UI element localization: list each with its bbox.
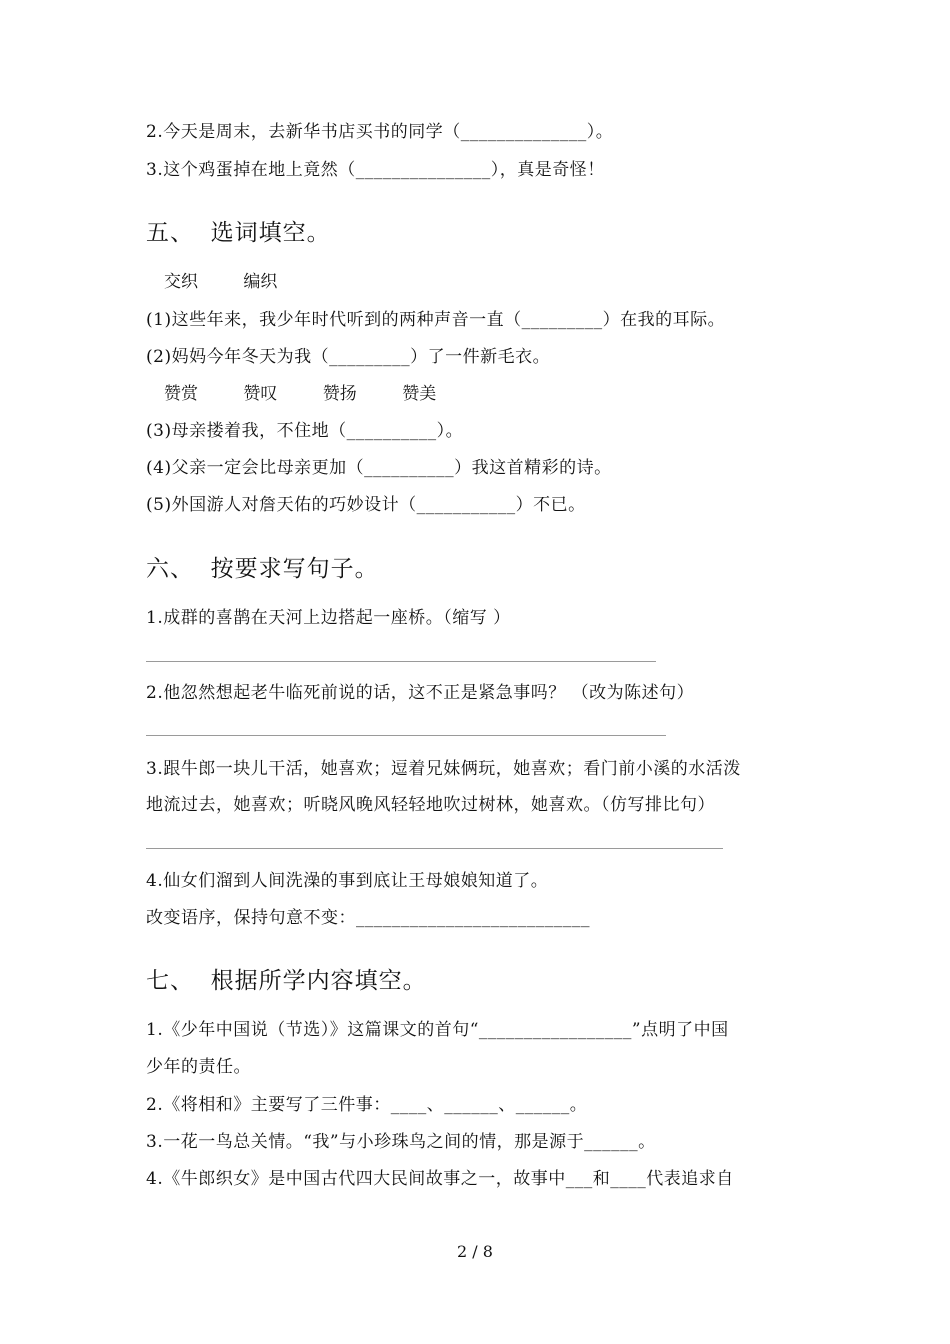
answer-line — [146, 735, 666, 736]
section-7-question-1-line-1: 1.《少年中国说（节选）》这篇课文的首句“_________________”点明了中国 — [146, 1020, 729, 1040]
answer-line — [146, 661, 656, 662]
section-5-question-3: (3)母亲搂着我，不住地（__________）。 — [146, 421, 464, 441]
section-5-question-2: (2)妈妈今年冬天为我（_________）了一件新毛衣。 — [146, 347, 551, 367]
section-5-question-1: (1)这些年来，我少年时代听到的两种声音一直（_________）在我的耳际。 — [146, 310, 726, 330]
section-6-question-4-line-1: 4.仙女们溜到人间洗澡的事到底让王母娘娘知道了。 — [146, 871, 549, 891]
word-choice: 赞叹 — [243, 384, 278, 404]
section-6-question-1: 1.成群的喜鹊在天河上边搭起一座桥。（缩写 ） — [146, 608, 511, 628]
word-choices-1 — [164, 271, 317, 293]
section-6-question-3-line-2: 地流过去，她喜欢；听晓风晚风轻轻地吹过树林，她喜欢。（仿写排比句） — [146, 795, 715, 815]
part4-question-3: 3.这个鸡蛋掉在地上竟然（_______________），真是奇怪！ — [146, 160, 605, 180]
word-choice: 赞扬 — [322, 384, 357, 404]
part4-question-2: 2.今天是周末，去新华书店买书的同学（______________）。 — [146, 122, 614, 142]
section-5-question-5: (5)外国游人对詹天佑的巧妙设计（___________）不已。 — [146, 495, 586, 515]
word-choices-2 — [164, 383, 476, 405]
section-6-question-2: 2.他忽然想起老牛临死前说的话，这不正是紧急事吗？ （改为陈述句） — [146, 683, 695, 703]
section-5-question-4: (4)父亲一定会比母亲更加（__________）我这首精彩的诗。 — [146, 458, 612, 478]
section-6-heading: 六、 按要求写句子。 — [146, 556, 379, 582]
page-number: 2 / 8 — [457, 1242, 493, 1261]
word-choice: 赞赏 — [164, 384, 198, 404]
section-7-question-4: 4.《牛郎织女》是中国古代四大民间故事之一，故事中___和____代表追求自 — [146, 1169, 734, 1189]
word-choice: 交织 — [164, 272, 198, 292]
section-5-heading: 五、 选词填空。 — [146, 220, 331, 246]
section-6-question-3-line-1: 3.跟牛郎一块儿干活，她喜欢；逗着兄妹俩玩，她喜欢；看门前小溪的水活泼 — [146, 759, 741, 779]
word-choice: 编织 — [243, 272, 278, 292]
word-choice: 赞美 — [402, 384, 437, 404]
answer-line — [146, 848, 723, 849]
section-7-question-3: 3.一花一鸟总关情。“我”与小珍珠鸟之间的情，那是源于______。 — [146, 1132, 656, 1152]
section-7-question-1-line-2: 少年的责任。 — [146, 1057, 251, 1077]
section-7-question-2: 2.《将相和》主要写了三件事：____、______、______。 — [146, 1095, 588, 1115]
section-6-question-4-line-2: 改变语序，保持句意不变：__________________________ — [146, 908, 590, 928]
section-7-heading: 七、 根据所学内容填空。 — [146, 968, 427, 994]
